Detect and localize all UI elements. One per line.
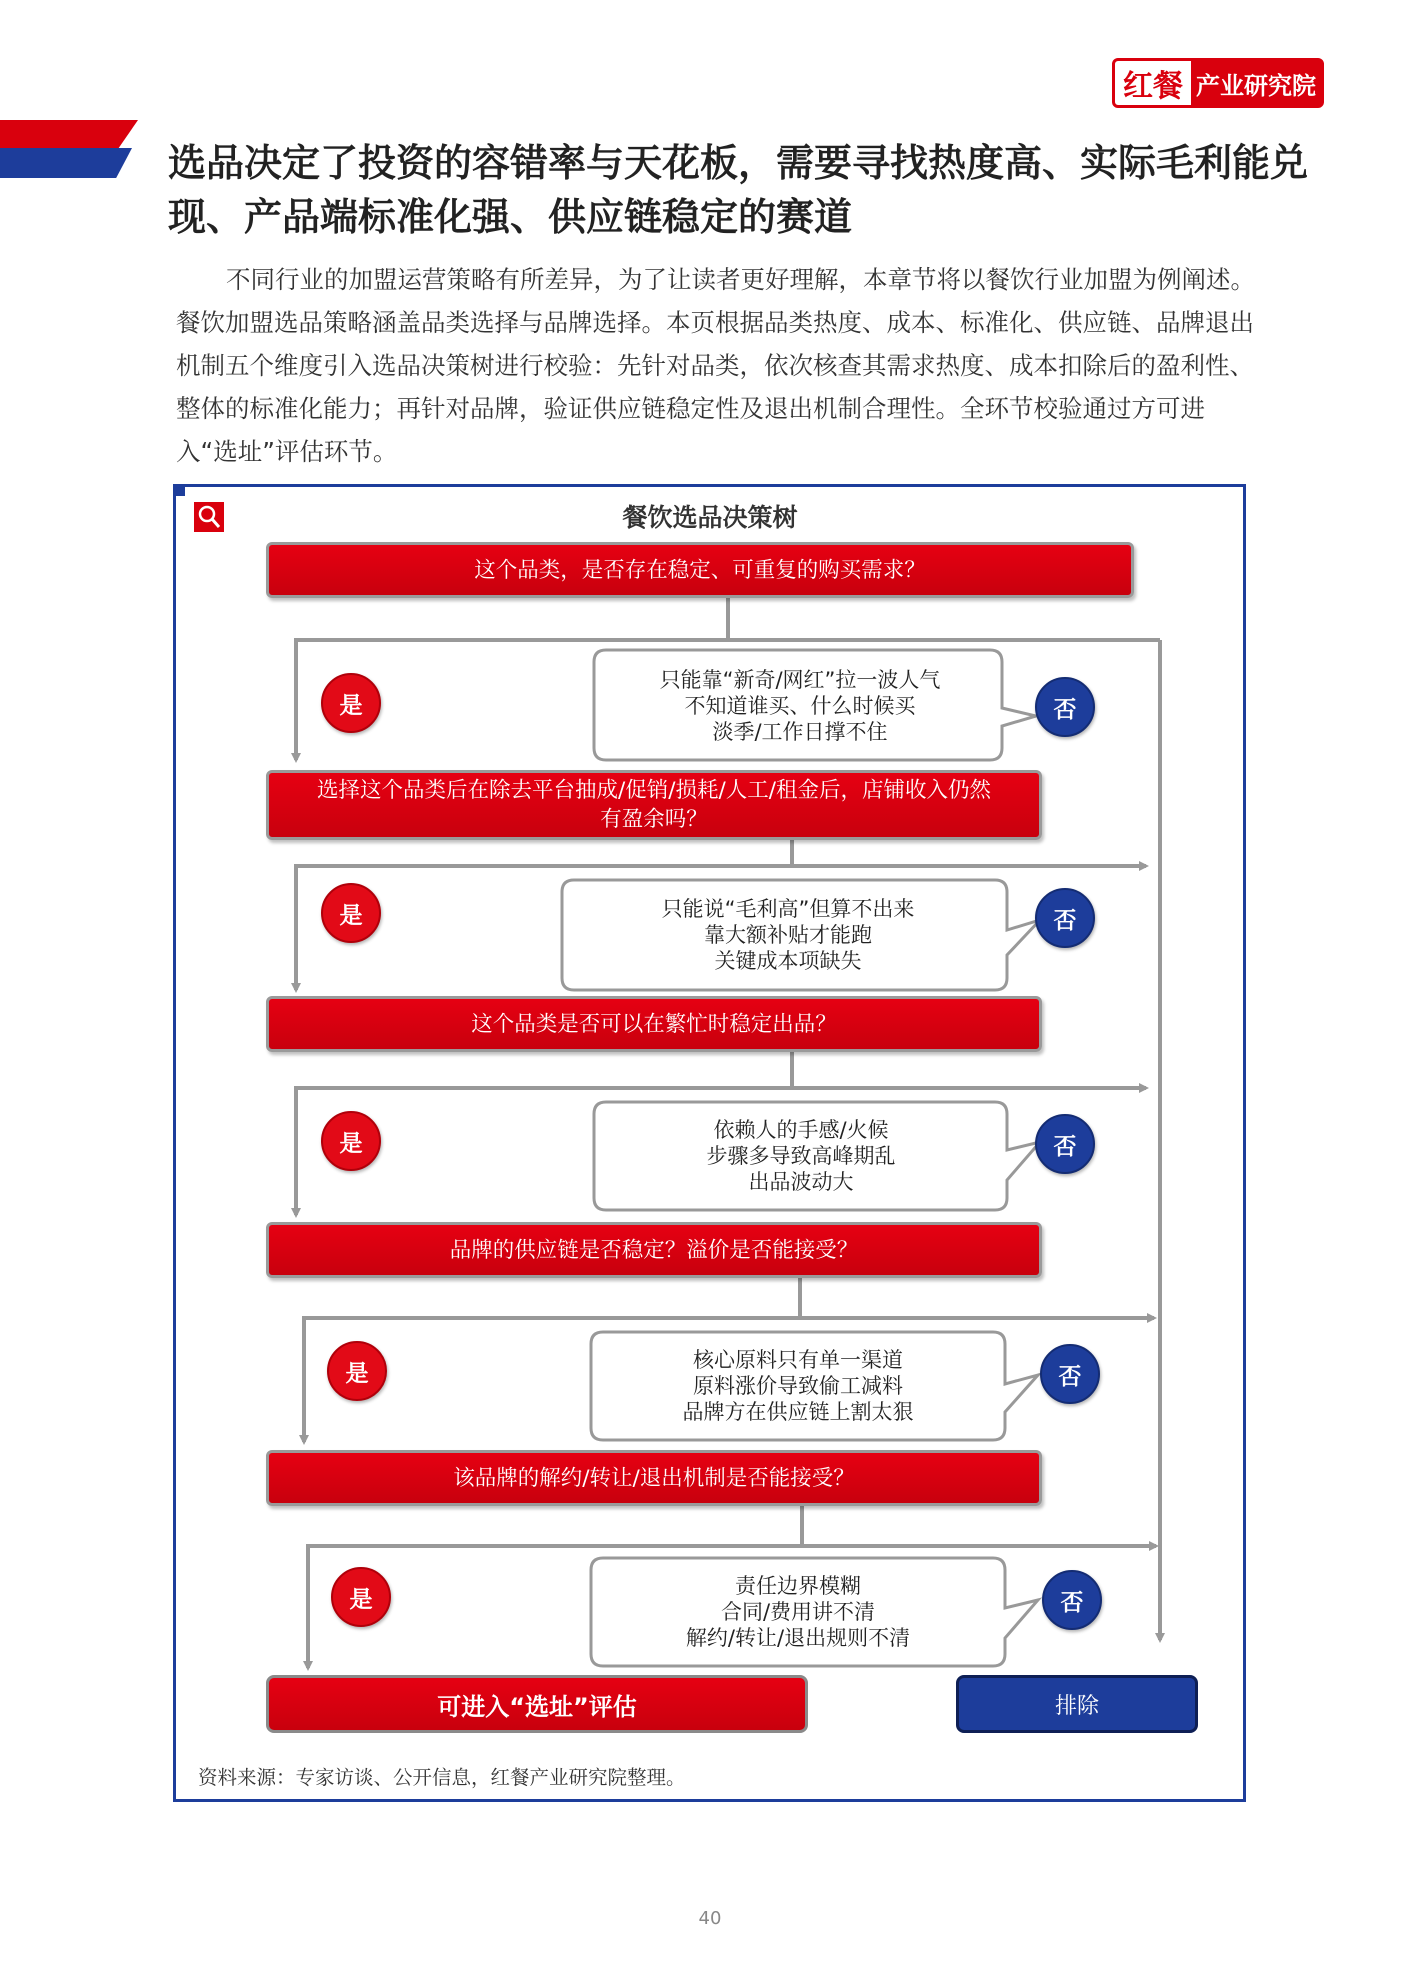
reason-text-3 bbox=[600, 1108, 1002, 1204]
yes-badge-2: 是 bbox=[321, 883, 381, 943]
reason-line: 品牌方在供应链上割太狠 bbox=[682, 1400, 914, 1424]
page-title: 选品决定了投资的容错率与天花板，需要寻找热度高、实际毛利能兑现、产品端标准化强、供应链稳定的赛道 bbox=[168, 141, 1309, 239]
reason-text-4 bbox=[596, 1338, 1000, 1434]
reason-line: 靠大额补贴才能跑 bbox=[704, 923, 872, 947]
reason-line: 责任边界模糊 bbox=[735, 1574, 861, 1598]
reason-line: 核心原料只有单一渠道 bbox=[693, 1348, 903, 1372]
yes-badge-5: 是 bbox=[331, 1567, 391, 1627]
decision-box-4: 品牌的供应链是否稳定？溢价是否能接受？ bbox=[266, 1222, 1042, 1278]
decision-box-1: 这个品类，是否存在稳定、可重复的购买需求？ bbox=[266, 542, 1134, 598]
reason-line: 原料涨价导致偷工减料 bbox=[693, 1374, 903, 1398]
decision-box-2: 选择这个品类后在除去平台抽成/促销/损耗/人工/租金后，店铺收入仍然有盈余吗？ bbox=[266, 770, 1042, 840]
no-badge-3: 否 bbox=[1035, 1114, 1095, 1174]
logo-text: 产业研究院 bbox=[1191, 61, 1321, 105]
no-badge-2: 否 bbox=[1035, 888, 1095, 948]
yes-badge-1: 是 bbox=[321, 673, 381, 733]
decision-box-3: 这个品类是否可以在繁忙时稳定出品？ bbox=[266, 996, 1042, 1052]
reason-text-2 bbox=[568, 886, 1008, 984]
reason-line: 关键成本项缺失 bbox=[714, 949, 862, 973]
reason-text-1 bbox=[600, 658, 1000, 754]
source-note: 资料来源：专家访谈、公开信息，红餐产业研究院整理。 bbox=[198, 1766, 686, 1789]
diagram-title: 餐饮选品决策树 bbox=[622, 503, 798, 532]
decision-box-5: 该品牌的解约/转让/退出机制是否能接受？ bbox=[266, 1450, 1042, 1506]
reason-line: 只能说“毛利高”但算不出来 bbox=[661, 897, 915, 921]
no-badge-5: 否 bbox=[1042, 1570, 1102, 1630]
no-badge-4: 否 bbox=[1040, 1344, 1100, 1404]
no-badge-1: 否 bbox=[1035, 677, 1095, 737]
intro-paragraph: 不同行业的加盟运营策略有所差异，为了让读者更好理解，本章节将以餐饮行业加盟为例阐述。餐饮加盟选品策略涵盖品类选择与品牌选择。本页根据品类热度、成本、标准化、供应链、品牌退出机制五个维度引入选品决策树进行校验：先针对品类，依次核查其需求热度、成本扣除后的盈利性、整体的标准化能力；再针对品牌，验证供应链稳定性及退出机制合理性。全环节校验通过方可进入“选址”评估环节。 bbox=[176, 265, 1255, 466]
yes-badge-3: 是 bbox=[321, 1111, 381, 1171]
reason-line: 不知道谁买、什么时候买 bbox=[684, 694, 916, 718]
reason-line: 出品波动大 bbox=[748, 1170, 854, 1194]
reason-line: 合同/费用讲不清 bbox=[720, 1600, 876, 1624]
reason-line: 步骤多导致高峰期乱 bbox=[706, 1144, 896, 1168]
outcome-site-selection: 可进入“选址”评估 bbox=[266, 1675, 808, 1733]
reason-line: 淡季/工作日撑不住 bbox=[712, 720, 888, 744]
reason-line: 依赖人的手感/火候 bbox=[713, 1118, 889, 1142]
reason-line: 只能靠“新奇/网红”拉一波人气 bbox=[659, 668, 941, 692]
page-number: 40 bbox=[698, 1908, 722, 1929]
reason-line: 解约/转让/退出规则不清 bbox=[685, 1626, 911, 1650]
reason-text-5 bbox=[596, 1564, 1000, 1660]
logo-mark: 红餐 bbox=[1123, 69, 1183, 104]
outcome-excluded: 排除 bbox=[956, 1675, 1198, 1733]
yes-badge-4: 是 bbox=[327, 1341, 387, 1401]
